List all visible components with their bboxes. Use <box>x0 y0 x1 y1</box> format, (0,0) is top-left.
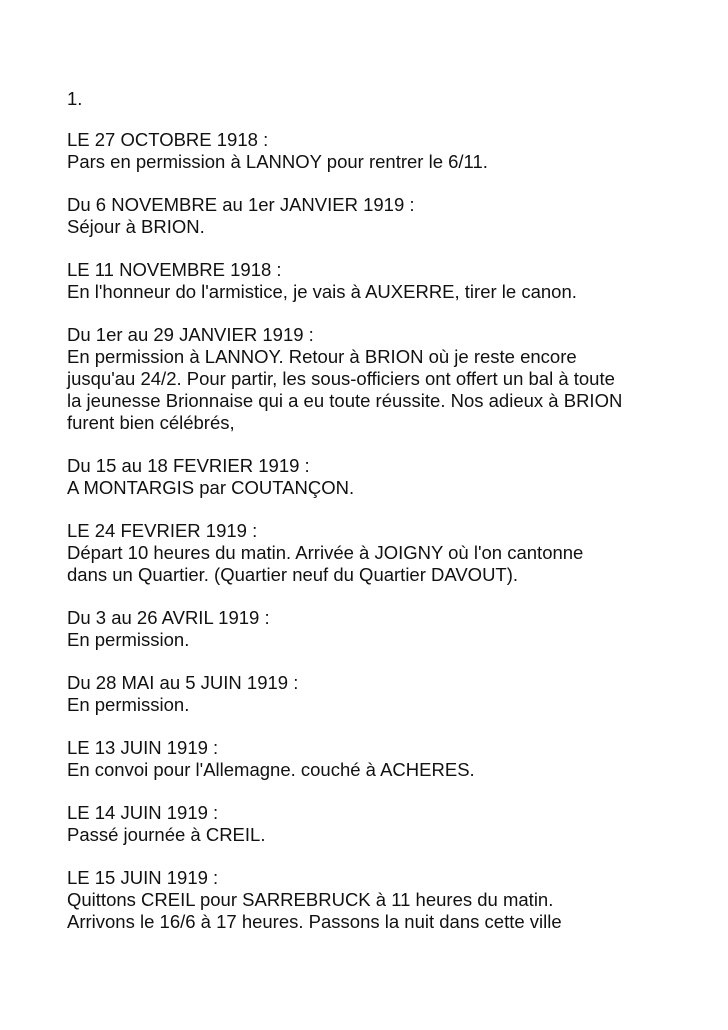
entry-date: Du 1er au 29 JANVIER 1919 : <box>67 324 314 345</box>
diary-entries <box>67 129 687 954</box>
diary-entry <box>67 259 687 303</box>
entry-line: Pars en permission à LANNOY pour rentrer le 6/11. <box>67 151 488 172</box>
entry-date: LE 15 JUIN 1919 : <box>67 867 219 888</box>
entry-line: dans un Quartier. (Quartier neuf du Quartier DAVOUT). <box>67 564 519 585</box>
entry-date: LE 14 JUIN 1919 : <box>67 802 219 823</box>
entry-date: Du 6 NOVEMBRE au 1er JANVIER 1919 : <box>67 194 415 215</box>
entry-line: Arrivons le 16/6 à 17 heures. Passons la nuit dans cette ville <box>67 911 562 932</box>
entry-date: Du 3 au 26 AVRIL 1919 : <box>67 607 270 628</box>
entry-line: Quittons CREIL pour SARREBRUCK à 11 heures du matin. <box>67 889 554 910</box>
entry-text <box>67 281 687 303</box>
entry-line: En l'honneur do l'armistice, je vais à AUXERRE, tirer le canon. <box>67 281 577 302</box>
entry-text <box>67 216 687 238</box>
entry-date: Du 28 MAI au 5 JUIN 1919 : <box>67 672 299 693</box>
entry-line: la jeunesse Brionnaise qui a eu toute réussite. Nos adieux à BRION <box>67 390 623 411</box>
entry-line: jusqu'au 24/2. Pour partir, les sous-officiers ont offert un bal à toute <box>67 368 615 389</box>
entry-line: En permission. <box>67 694 190 715</box>
diary-entry <box>67 737 687 781</box>
entry-text <box>67 824 687 846</box>
entry-text <box>67 151 687 173</box>
entry-date: LE 27 OCTOBRE 1918 : <box>67 129 269 150</box>
entry-text <box>67 759 687 781</box>
entry-line: Séjour à BRION. <box>67 216 205 237</box>
entry-date: LE 11 NOVEMBRE 1918 : <box>67 259 282 280</box>
entry-date: LE 13 JUIN 1919 : <box>67 737 219 758</box>
entry-text <box>67 346 687 434</box>
diary-entry <box>67 802 687 846</box>
entry-line: Passé journée à CREIL. <box>67 824 266 845</box>
entry-line: En convoi pour l'Allemagne. couché à ACHERES. <box>67 759 475 780</box>
diary-entry <box>67 455 687 499</box>
entry-text <box>67 542 687 586</box>
entry-date: Du 15 au 18 FEVRIER 1919 : <box>67 455 310 476</box>
entry-date: LE 24 FEVRIER 1919 : <box>67 520 258 541</box>
entry-line: En permission. <box>67 629 190 650</box>
entry-text <box>67 694 687 716</box>
diary-entry <box>67 324 687 434</box>
entry-line: Départ 10 heures du matin. Arrivée à JOIGNY où l'on cantonne <box>67 542 584 563</box>
entry-line: furent bien célébrés, <box>67 412 235 433</box>
diary-entry <box>67 520 687 586</box>
diary-entry <box>67 607 687 651</box>
diary-entry <box>67 867 687 933</box>
page-number: 1. <box>67 88 83 109</box>
diary-entry <box>67 672 687 716</box>
entry-text <box>67 629 687 651</box>
entry-line: A MONTARGIS par COUTANÇON. <box>67 477 355 498</box>
entry-text <box>67 477 687 499</box>
entry-text <box>67 889 687 933</box>
diary-entry <box>67 194 687 238</box>
entry-line: En permission à LANNOY. Retour à BRION où je reste encore <box>67 346 577 367</box>
diary-entry <box>67 129 687 173</box>
